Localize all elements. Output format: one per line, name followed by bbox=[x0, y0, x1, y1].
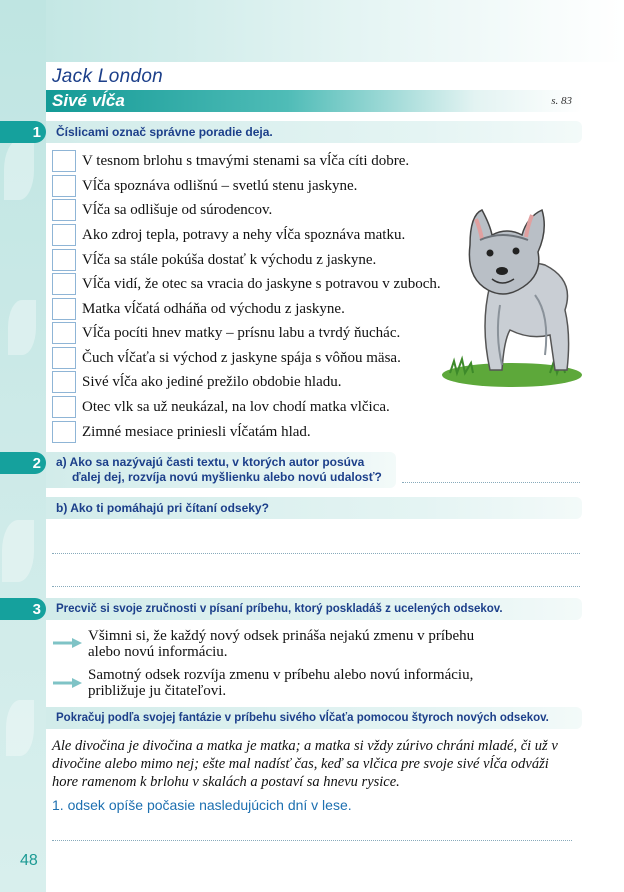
answer-line[interactable] bbox=[52, 840, 572, 841]
leaf-decor bbox=[2, 520, 34, 582]
order-input-box[interactable] bbox=[52, 150, 76, 172]
continue-instruction: Pokračuj podľa svojej fantázie v príbehu sivého vĺčaťa pomocou štyroch nových odsekov. bbox=[56, 712, 549, 724]
page-number: 48 bbox=[20, 852, 38, 869]
order-input-box[interactable] bbox=[52, 347, 76, 369]
title-bar bbox=[46, 90, 582, 112]
list-item: Otec vlk sa už neukázal, na lov chodí matka vlčica. bbox=[52, 395, 390, 419]
answer-line[interactable] bbox=[52, 553, 580, 554]
paragraph-1-prompt: 1. odsek opíše počasie nasledujúcich dní v lese. bbox=[52, 797, 352, 813]
list-item: Sivé vĺča ako jediné prežilo obdobie hladu. bbox=[52, 370, 342, 394]
list-item: Vĺča pocíti hnev matky – prísnu labu a tvrdý ňuchác. bbox=[52, 321, 400, 345]
answer-line[interactable] bbox=[402, 482, 580, 483]
tip-text-2-line1: Samotný odsek rozvíja zmenu v príbehu alebo novú informáciu, bbox=[88, 667, 474, 683]
list-item: Čuch vĺčaťa si východ z jaskyne spája s vôňou mäsa. bbox=[52, 346, 401, 370]
task-number-3: 3 bbox=[0, 598, 46, 620]
task2-question-a-line1: a) Ako sa nazývajú časti textu, v ktorých autor posúva bbox=[56, 455, 365, 469]
leaf-decor bbox=[6, 700, 34, 756]
order-input-box[interactable] bbox=[52, 371, 76, 393]
order-input-box[interactable] bbox=[52, 199, 76, 221]
list-item: Vĺča vidí, že otec sa vracia do jaskyne s potravou v zuboch. bbox=[52, 272, 441, 296]
task2-question-a-line2: ďalej dej, rozvíja novú myšlienku alebo novú udalosť? bbox=[72, 470, 382, 484]
arrow-right-icon bbox=[52, 676, 84, 690]
tip-text-1-line1: Všimni si, že každý nový odsek prináša nejakú zmenu v príbehu bbox=[88, 628, 475, 644]
list-item: Zimné mesiace priniesli vĺčatám hlad. bbox=[52, 420, 311, 444]
order-input-box[interactable] bbox=[52, 421, 76, 443]
author-name: Jack London bbox=[52, 66, 164, 87]
list-item: Ako zdroj tepla, potravy a nehy vĺča spoznáva matku. bbox=[52, 223, 405, 247]
leaf-decor bbox=[4, 140, 34, 200]
task3-instruction: Precvič si svoje zručnosti v písaní príbehu, ktorý poskladáš z ucelených odsekov. bbox=[56, 603, 503, 615]
order-input-box[interactable] bbox=[52, 298, 76, 320]
arrow-right-icon bbox=[52, 636, 84, 650]
order-input-box[interactable] bbox=[52, 396, 76, 418]
task-number-2: 2 bbox=[0, 452, 46, 474]
tip-text-1-line2: alebo novú informáciu. bbox=[88, 644, 228, 660]
page-reference: s. 83 bbox=[551, 95, 572, 107]
order-input-box[interactable] bbox=[52, 249, 76, 271]
list-item: V tesnom brlohu s tmavými stenami sa vĺča cíti dobre. bbox=[52, 149, 409, 173]
top-decor-band bbox=[0, 0, 624, 62]
order-input-box[interactable] bbox=[52, 175, 76, 197]
task1-instruction: Číslicami označ správne poradie deja. bbox=[56, 125, 273, 139]
story-excerpt: Ale divočina je divočina a matka je matka; a matka si vždy zúrivo chráni mladé, či už v divočine alebo mimo nej; ešte mal nadísť čas, keď sa vlčica pre svoje sivé vĺča odváži hore ramenom k brlohu v skalách a postaví sa hnevu rysice. bbox=[52, 738, 558, 790]
task2-question-b: b) Ako ti pomáhajú pri čítaní odseky? bbox=[56, 501, 269, 515]
tip-text-2-line2: približuje ju čitateľovi. bbox=[88, 683, 227, 699]
list-item: Vĺča spoznáva odlišnú – svetlú stenu jaskyne. bbox=[52, 174, 357, 198]
list-item: Matka vĺčatá odháňa od východu z jaskyne. bbox=[52, 297, 345, 321]
list-item: Vĺča sa stále pokúša dostať k východu z jaskyne. bbox=[52, 248, 376, 272]
page-title: Sivé vĺča bbox=[52, 91, 125, 110]
order-input-box[interactable] bbox=[52, 224, 76, 246]
answer-line[interactable] bbox=[52, 586, 580, 587]
order-input-box[interactable] bbox=[52, 273, 76, 295]
task-number-1: 1 bbox=[0, 121, 46, 143]
list-item: Vĺča sa odlišuje od súrodencov. bbox=[52, 198, 272, 222]
wolf-cub-icon bbox=[440, 205, 585, 390]
leaf-decor bbox=[8, 300, 36, 355]
order-input-box[interactable] bbox=[52, 322, 76, 344]
